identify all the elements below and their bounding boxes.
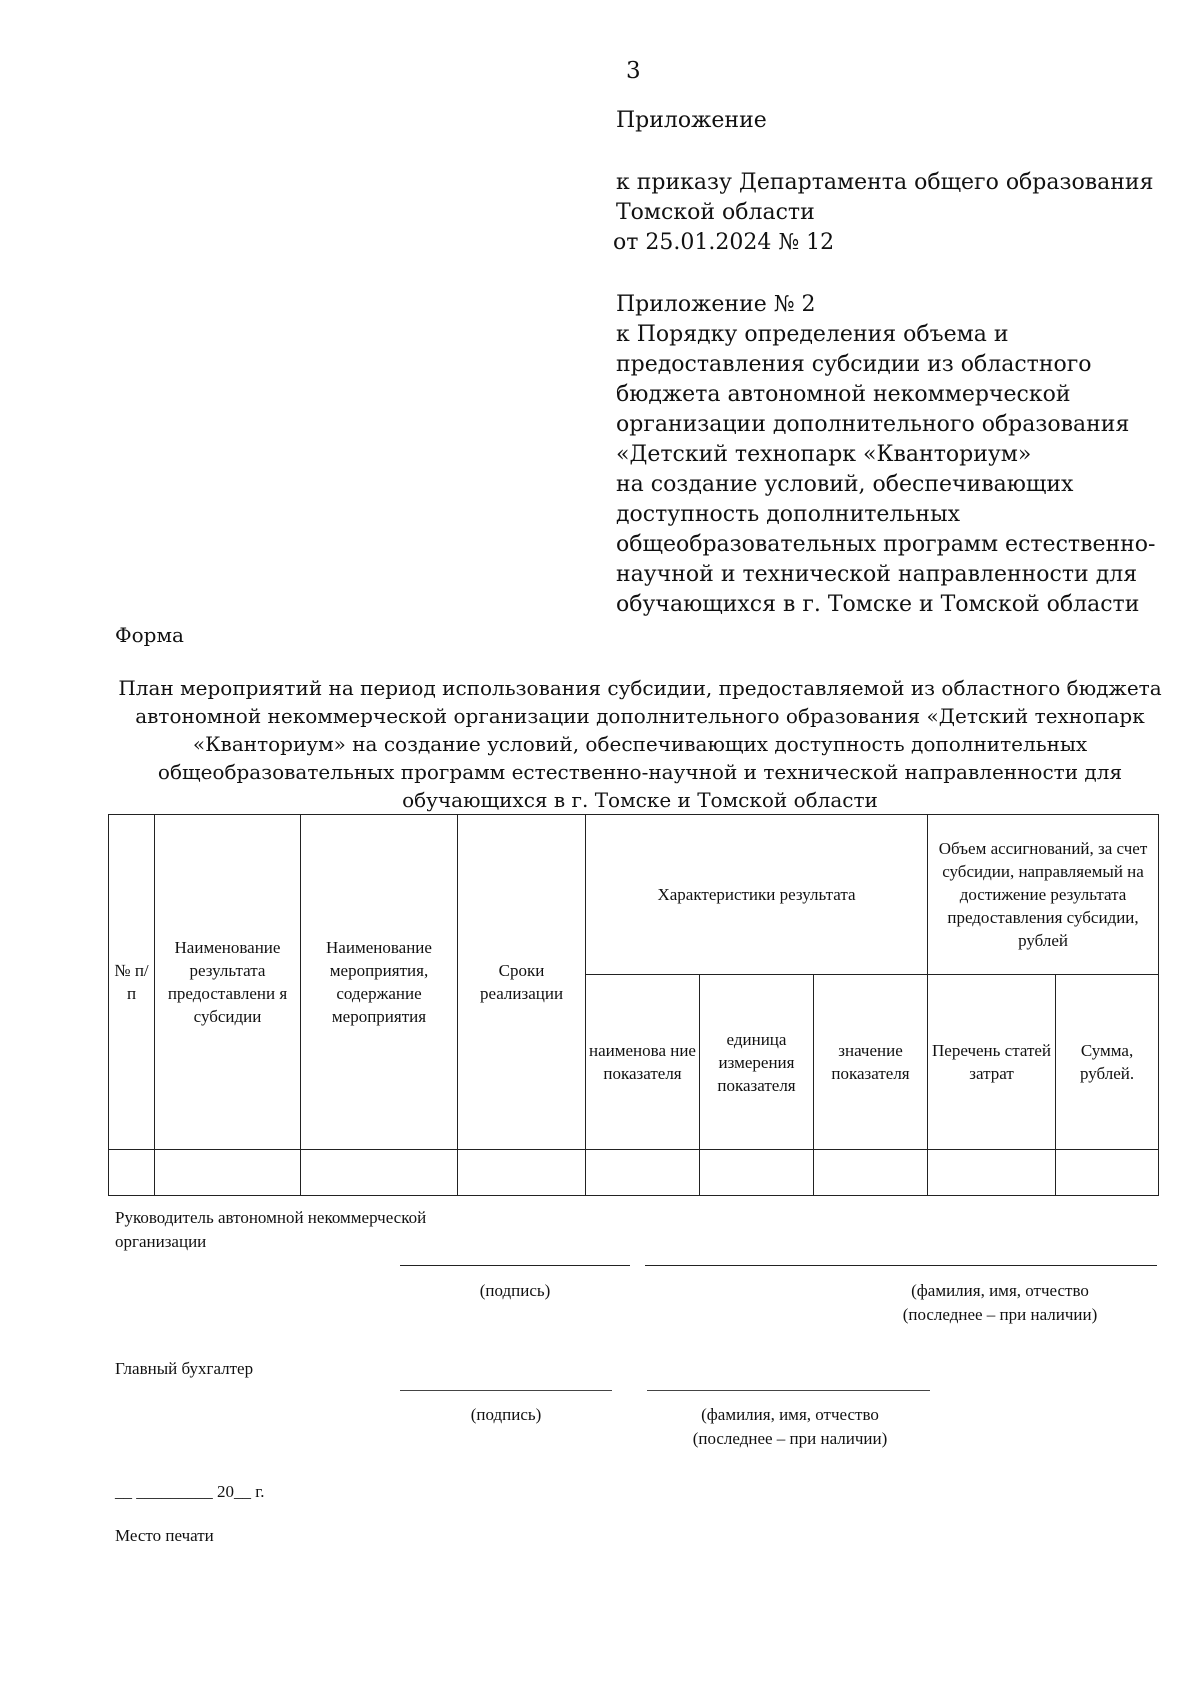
appendix-2-line: организации дополнительного образования [616, 412, 1130, 437]
fio-caption-line: (последнее – при наличии) [902, 1305, 1098, 1324]
accountant-label: Главный бухгалтер [115, 1359, 254, 1378]
table-cell [928, 1150, 1056, 1196]
appendix-2-line: доступность дополнительных [616, 502, 960, 527]
appendix-2-line: к Порядку определения объема и [616, 322, 1009, 347]
plan-title-line: «Кванториум» на создание условий, обеспечивающих доступность дополнительных [192, 732, 1088, 756]
seal-label: Место печати [115, 1526, 214, 1545]
table-row [109, 1150, 1159, 1196]
appendix-2-block [616, 290, 1155, 620]
table-cell [814, 1150, 928, 1196]
accountant-signature-caption: (подпись) [470, 1405, 542, 1424]
header-number: № п/п [109, 815, 155, 1150]
table-cell [1056, 1150, 1159, 1196]
subheader-value: значение показателя [814, 975, 928, 1150]
table-cell [700, 1150, 814, 1196]
appendix-2-line: предоставления субсидии из областного [616, 352, 1092, 377]
plan-title-line: обучающихся в г. Томске и Томской области [402, 788, 878, 812]
plan-table [108, 814, 1159, 1196]
fio-caption-line: (последнее – при наличии) [692, 1429, 888, 1448]
appendix-2-line: на создание условий, обеспечивающих [616, 472, 1074, 497]
table-header-row [109, 815, 1159, 975]
director-fio-line [645, 1265, 1157, 1266]
order-line: Томской области [616, 200, 815, 225]
accountant-fio-line [647, 1390, 930, 1391]
table-cell [155, 1150, 301, 1196]
form-label: Форма [115, 623, 184, 647]
appendix-2-line: общеобразовательных программ естественно- [616, 532, 1156, 557]
appendix-2-line: бюджета автономной некоммерческой [616, 382, 1071, 407]
director-signature-line [400, 1265, 630, 1266]
fio-caption-line: (фамилия, имя, отчество [701, 1405, 879, 1424]
director-label-line: организации [115, 1232, 207, 1251]
header-allocations-group: Объем ассигнований, за счет субсидии, направляемый на достижение результата предоставления субсидии, рублей [928, 815, 1159, 975]
appendix-2-line: научной и технической направленности для [616, 562, 1138, 587]
order-line: от 25.01.2024 № 12 [613, 230, 835, 255]
accountant-signature-line [400, 1390, 612, 1391]
accountant-fio-caption [640, 1403, 940, 1451]
table-cell [586, 1150, 700, 1196]
plan-title-line: общеобразовательных программ естественно-научной и технической направленности для [157, 760, 1123, 784]
appendix-2-title: Приложение № 2 [616, 292, 816, 317]
appendix-title: Приложение [616, 108, 767, 133]
subheader-indicator-name: наименова ние показателя [586, 975, 700, 1150]
director-fio-caption [850, 1279, 1150, 1327]
appendix-order-reference [613, 168, 1154, 258]
plan-title-line: автономной некоммерческой организации дополнительного образования «Детский технопарк [135, 704, 1145, 728]
plan-title [110, 674, 1170, 814]
table-cell [109, 1150, 155, 1196]
table-cell [301, 1150, 458, 1196]
header-result-name: Наименование результата предоставлени я субсидии [155, 815, 301, 1150]
plan-title-line: План мероприятий на период использования субсидии, предоставляемой из областного бюджета [118, 676, 1162, 700]
director-label [115, 1206, 426, 1254]
appendix-header [616, 106, 767, 136]
table-cell [458, 1150, 586, 1196]
date-line: __ _________ 20__ г. [115, 1482, 265, 1501]
header-terms: Сроки реализации [458, 815, 586, 1150]
subheader-cost-items: Перечень статей затрат [928, 975, 1056, 1150]
header-event-name: Наименование мероприятия, содержание мероприятия [301, 815, 458, 1150]
appendix-2-line: «Детский технопарк «Кванториум» [616, 442, 1032, 467]
director-label-line: Руководитель автономной некоммерческой [115, 1208, 427, 1227]
appendix-2-line: обучающихся в г. Томске и Томской области [616, 592, 1140, 617]
order-line: к приказу Департамента общего образования [616, 170, 1154, 195]
subheader-sum: Сумма, рублей. [1056, 975, 1159, 1150]
page-number: 3 [626, 58, 641, 84]
subheader-unit: единица измерения показателя [700, 975, 814, 1150]
fio-caption-line: (фамилия, имя, отчество [911, 1281, 1089, 1300]
director-signature-caption: (подпись) [479, 1281, 551, 1300]
header-characteristics-group: Характеристики результата [586, 815, 928, 975]
